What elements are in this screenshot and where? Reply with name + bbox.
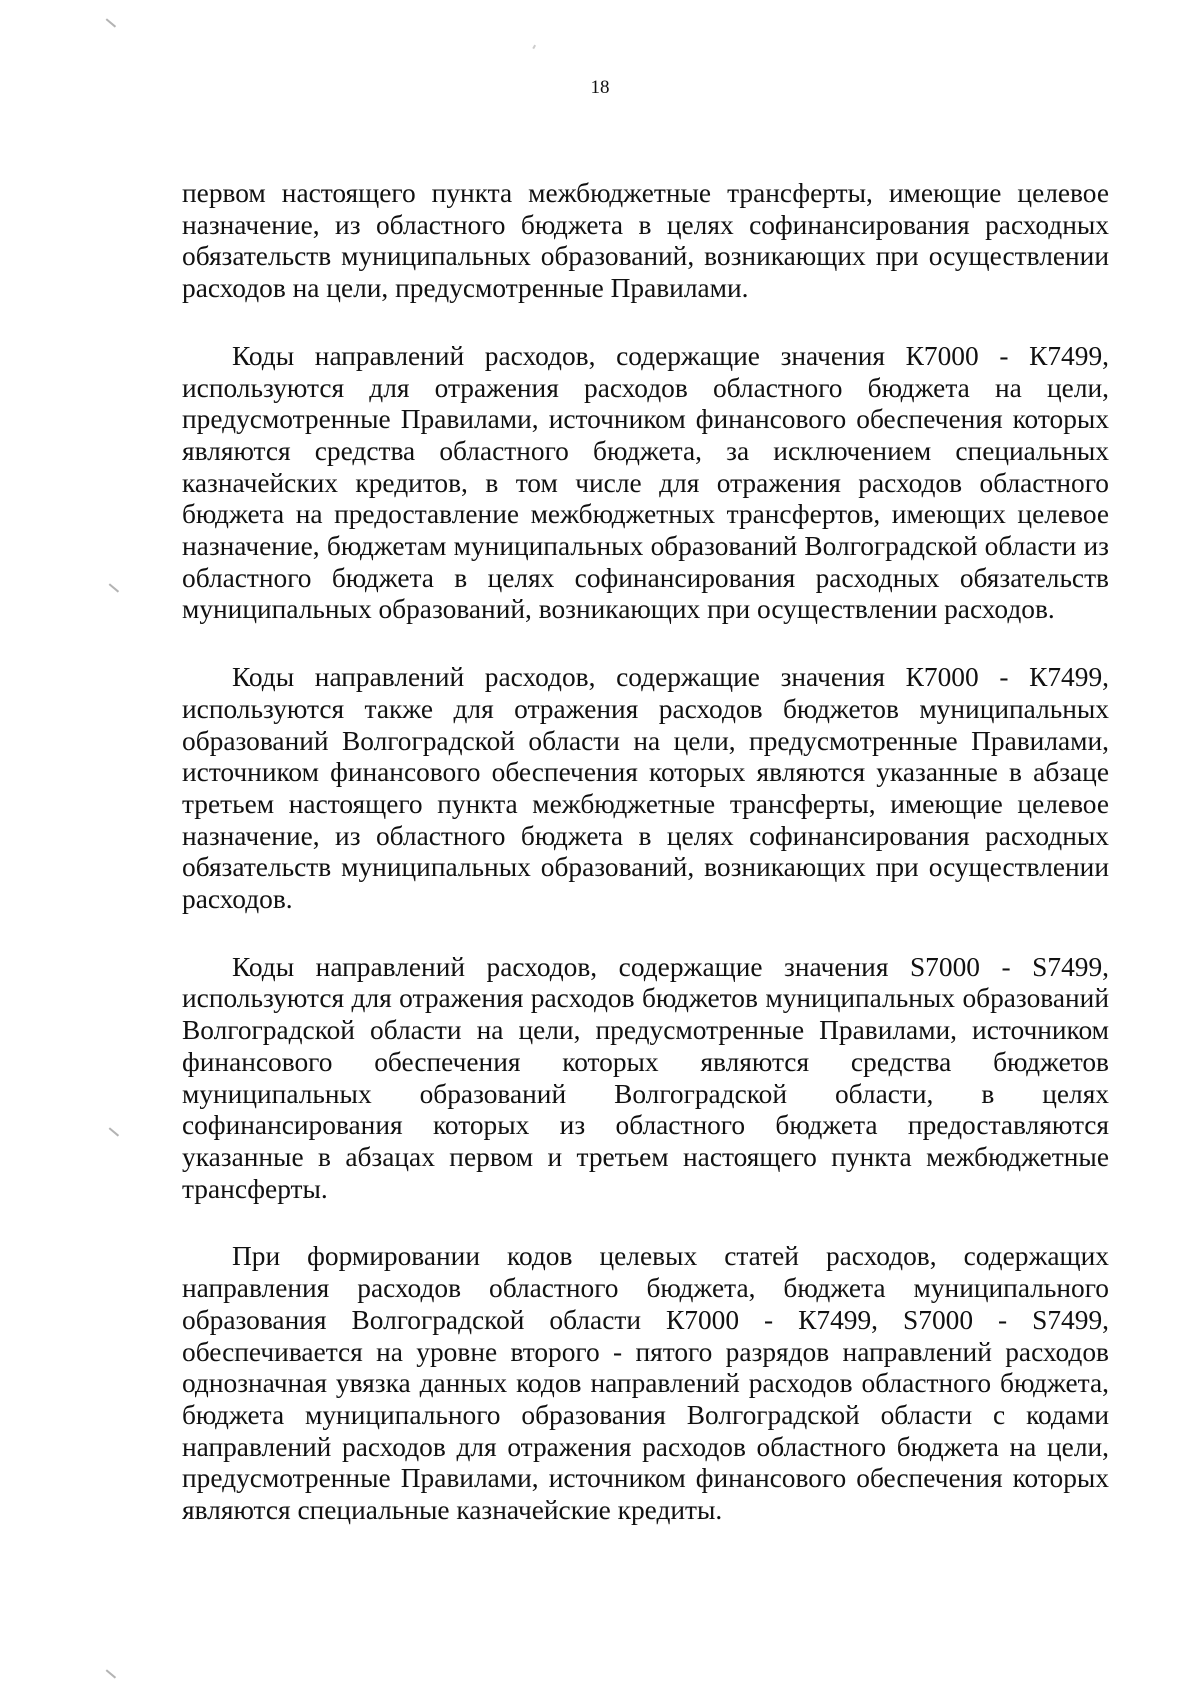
scan-speck — [109, 1127, 119, 1136]
paragraph-s7000-municipal: Коды направлений расходов, содержащие значения S7000 - S7499, используются для отражения расходов бюджетов муниципальных образований Волгоградской области на цели, предусмотренные Правилами, источником финансового обеспечения которых являются средства бюджетов муниципальных образований Волгоградской области, в целях софинансирования которых из областного бюджета предоставляются указанные в абзацах первом и третьем настоящего пункта межбюджетные трансферты. — [182, 951, 1109, 1204]
paragraph-k7000-municipal: Коды направлений расходов, содержащие значения К7000 - К7499, используются также для отражения расходов бюджетов муниципальных образований Волгоградской области на цели, предусмотренные Правилами, источником финансового обеспечения которых являются указанные в абзаце третьем настоящего пункта межбюджетные трансферты, имеющие целевое назначение, из областного бюджета в целях софинансирования расходных обязательств муниципальных образований, возникающих при осуществлении расходов. — [182, 662, 1109, 915]
scan-speck — [109, 583, 119, 592]
scan-speck — [106, 1669, 116, 1678]
page-number: 18 — [590, 77, 610, 98]
scan-speck — [532, 45, 535, 49]
document-body — [182, 178, 1109, 1527]
paragraph-continuation: первом настоящего пункта межбюджетные трансферты, имеющие целевое назначение, из областного бюджета в целях софинансирования расходных обязательств муниципальных образований, возникающих при осуществлении расходов на цели, предусмотренные Правилами. — [182, 178, 1109, 304]
scan-speck — [106, 18, 116, 27]
paragraph-code-formation: При формировании кодов целевых статей расходов, содержащих направления расходов областного бюджета, бюджета муниципального образования Волгоградской области К7000 - К7499, S7000 - S7499, обеспечивается на уровне второго - пятого разрядов направлений расходов однозначная увязка данных кодов направлений расходов областного бюджета, бюджета муниципального образования Волгоградской области с кодами направлений расходов для отражения расходов областного бюджета на цели, предусмотренные Правилами, источником финансового обеспечения которых являются специальные казначейские кредиты. — [182, 1241, 1109, 1526]
paragraph-k7000-regional: Коды направлений расходов, содержащие значения К7000 - К7499, используются для отражения расходов областного бюджета на цели, предусмотренные Правилами, источником финансового обеспечения которых являются средства областного бюджета, за исключением специальных казначейских кредитов, в том числе для отражения расходов областного бюджета на предоставление межбюджетных трансфертов, имеющих целевое назначение, бюджетам муниципальных образований Волгоградской области из областного бюджета в целях софинансирования расходных обязательств муниципальных образований, возникающих при осуществлении расходов. — [182, 340, 1109, 625]
